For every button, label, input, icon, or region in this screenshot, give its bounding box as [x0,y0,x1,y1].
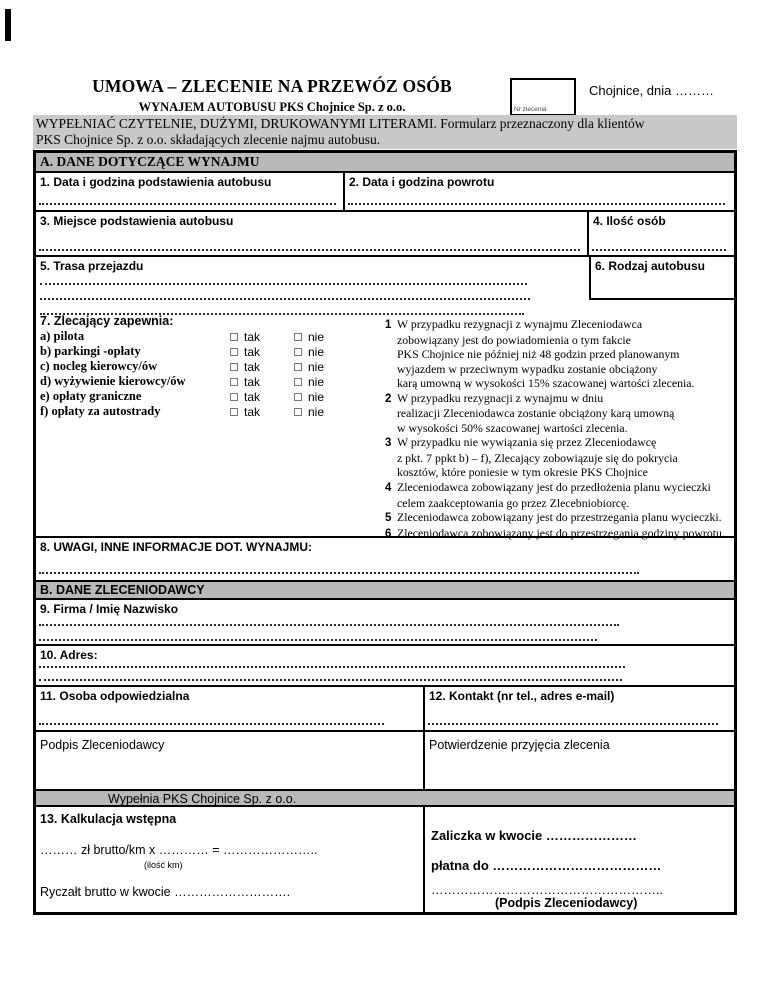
fill-instructions-line2: PKS Chojnice Sp. z o.o. składających zlecenie najmu autobusu. [36,132,381,147]
field-10-label: 10. Adres: [40,648,98,662]
field-13-label: 13. Kalkulacja wstępna [40,812,177,826]
fill-instructions-line1: WYPEŁNIAĆ CZYTELNIE, DUŻYMI, DRUKOWANYMI LITERAMI. Formularz przeznaczony dla klientów [36,116,645,131]
field-6-bus-type[interactable] [589,257,734,300]
provision-row-highway-tolls [40,404,384,419]
term-line: zobowiązany jest do powiadomienia o tym fakcie [397,332,631,347]
field-4-label: 4. Ilość osób [593,214,666,228]
field-1-label: 1. Data i godzina podstawienia autobusu [40,175,272,189]
row-place-persons [36,212,734,257]
option-yes[interactable] [230,360,294,374]
checkbox-yes-icon[interactable] [230,393,238,401]
provision-row-border-fees [40,389,384,404]
option-no[interactable] [294,405,358,419]
advance-amount-line[interactable]: Zaliczka w kwocie ………………… [431,828,637,843]
place-date-line[interactable]: Chojnice, dnia ……… [589,83,714,98]
option-no[interactable] [294,390,358,404]
option-yes-label: tak [244,389,261,404]
provision-label: a) pilota [40,329,85,343]
fill-instructions [33,115,737,149]
calc-rate-line[interactable]: ……… zł brutto/km x ………… = ………………….. [40,843,318,857]
field-1-pickup-datetime[interactable] [36,173,345,210]
term-line: 6 Zleceniodawca zobowiązany jest do przestrzegania godziny powrotu. [385,525,725,540]
field-5-blank-2[interactable] [40,298,530,300]
term-line: karą umowną w wysokości 15% szacowanej wartości zlecenia. [397,376,695,391]
lump-sum-line[interactable]: Ryczałt brutto w kwocie ………………………. [40,885,291,899]
field-9-blank-2[interactable] [39,639,597,641]
field-8-label: 8. UWAGI, INNE INFORMACJE DOT. WYNAJMU: [40,540,313,554]
provision-row-parking [40,344,384,359]
provision-label: b) parkingi -opłaty [40,344,141,358]
form-subtitle: WYNAJEM AUTOBUSU PKS Chojnice Sp. z o.o. [138,100,406,114]
option-yes-label: tak [244,344,261,359]
field-5-label: 5. Trasa przejazdu [40,259,144,273]
field-9-company-name[interactable] [36,600,734,644]
field-8-remarks[interactable] [36,538,734,580]
field-7-provisions [40,314,384,419]
row-company-name [36,600,734,646]
field-9-blank-1[interactable] [39,624,619,626]
provision-row-lodging [40,359,384,374]
section-a-header: A. DANE DOTYCZĄCE WYNAJMU [36,153,734,173]
field-4-persons-count[interactable] [589,212,734,255]
checkbox-yes-icon[interactable] [230,378,238,386]
field-6-label: 6. Rodzaj autobusu [595,259,706,273]
term-number: 6 [385,527,392,540]
advance-payment-area[interactable] [425,807,734,912]
option-yes[interactable] [230,405,294,419]
option-no-label: nie [308,344,325,359]
option-yes[interactable] [230,345,294,359]
row-dates [36,173,734,212]
form-title: UMOWA – ZLECENIE NA PRZEWÓZ OSÓB [92,76,452,96]
field-11-responsible-person[interactable] [36,687,425,730]
client-signature-label: Podpis Zleceniodawcy [40,738,165,752]
option-yes-label: tak [244,329,261,344]
term-line: w wysokości 50% szacowanej wartości zlecenia. [397,420,628,435]
term-line: kosztów, które poniesie w tym okresie PKS Chojnice [397,465,648,480]
checkbox-no-icon[interactable] [294,348,302,356]
field-12-blank[interactable] [428,723,718,725]
option-no-label: nie [308,329,325,344]
order-confirmation-label: Potwierdzenie przyjęcia zlecenia [429,738,610,752]
term-line: realizacji Zleceniodawca zostanie obciążony karą umowną [397,406,675,421]
signature-dots-line[interactable]: ……………………………………………….. [431,883,663,897]
option-no[interactable] [294,375,358,389]
term-line: PKS Chojnice nie później niż 48 godzin przed planowanym [397,347,680,362]
field-2-blank[interactable] [348,203,725,205]
field-7-title: 7. Zlecający zapewnia: [40,314,174,328]
field-10-blank-1[interactable] [39,666,625,668]
term-number: 3 [385,437,392,450]
option-no-label: nie [308,404,325,419]
checkbox-no-icon[interactable] [294,408,302,416]
field-3-label: 3. Miejsce podstawienia autobusu [40,214,234,228]
term-number: 5 [385,512,392,525]
term-line: z pkt. 7 ppkt b) – f), Zlecający zobowiązuje się do pokrycia [397,450,678,465]
row-contact [36,687,734,732]
field-12-label: 12. Kontakt (nr tel., adres e-mail) [429,689,615,703]
field-2-label: 2. Data i godzina powrotu [349,175,495,189]
order-number-box[interactable] [510,78,576,116]
field-9-label: 9. Firma / Imię Nazwisko [40,602,179,616]
provision-label: c) nocleg kierowcy/ów [40,359,158,373]
option-no[interactable] [294,345,358,359]
field-4-blank[interactable] [592,249,726,251]
order-confirmation-area[interactable] [425,732,734,789]
field-10-address[interactable] [36,646,734,685]
option-yes-label: tak [244,359,261,374]
provision-label: d) wyżywienie kierowcy/ów [40,374,186,388]
term-number: 2 [385,392,392,405]
field-3-blank[interactable] [39,249,580,251]
scan-artifact [5,9,11,41]
option-no[interactable] [294,330,358,344]
term-line: 3 W przypadku nie wywiązania się przez Zleceniodawcę [385,435,657,450]
section-b-header: B. DANE ZLECENIODAWCY [36,582,734,600]
field-2-return-datetime[interactable] [345,173,734,210]
field-12-contact[interactable] [425,687,734,730]
checkbox-yes-icon[interactable] [230,333,238,341]
field-10-blank-2[interactable] [39,679,622,681]
field-8-blank[interactable] [39,572,639,574]
provision-label: f) opłaty za autostrady [40,404,161,418]
term-line: 2 W przypadku rezygnacji z wynajmu w dniu [385,390,604,405]
field-3-pickup-place[interactable] [36,212,589,255]
field-1-blank[interactable] [39,203,336,205]
term-line: celem zaakceptowania go przez Zlecebniobiorcę. [397,495,630,510]
option-yes[interactable] [230,390,294,404]
calc-km-sublabel: (ilość km) [144,860,183,870]
option-yes-label: tak [244,374,261,389]
row-calculation [36,807,734,912]
office-use-band: Wypełnia PKS Chojnice Sp. z o.o. [36,791,734,807]
row-signatures [36,732,734,791]
term-number: 4 [385,482,392,495]
terms-list [385,317,737,541]
term-line: 5 Zleceniodawca zobowiązany jest do przestrzegania planu wycieczki. [385,510,722,525]
field-5-blank-1[interactable] [40,283,527,285]
option-yes-label: tak [244,404,261,419]
term-line: 4 Zleceniodawca zobowiązany jest do przedłożenia planu wycieczki [385,480,711,495]
checkbox-no-icon[interactable] [294,363,302,371]
term-number: 1 [385,319,392,331]
option-no[interactable] [294,360,358,374]
option-yes[interactable] [230,330,294,344]
term-line: 1 W przypadku rezygnacji z wynajmu Zleceniodawca [385,317,643,331]
area-route-provisions [36,257,734,538]
form-header [33,76,737,116]
row-remarks [36,538,734,582]
option-no-label: nie [308,389,325,404]
checkbox-yes-icon[interactable] [230,408,238,416]
form-body [33,150,737,915]
row-address [36,646,734,687]
provision-label: e) opłaty graniczne [40,389,142,403]
field-11-label: 11. Osoba odpowiedzialna [40,689,190,703]
checkbox-yes-icon[interactable] [230,363,238,371]
client-signature-area[interactable] [36,732,425,789]
option-no-label: nie [308,374,325,389]
option-yes[interactable] [230,375,294,389]
term-line: wyjazdem w przeciwnym wypadku zostanie obciążony [397,361,658,376]
title-block [33,76,511,115]
option-no-label: nie [308,359,325,374]
checkbox-yes-icon[interactable] [230,348,238,356]
provision-row-meals [40,374,384,389]
signature-caption: (Podpis Zleceniodawcy) [495,896,638,910]
checkbox-no-icon[interactable] [294,378,302,386]
order-number-label: Nr zlecenia [514,106,547,113]
field-13-calculation[interactable] [36,807,425,912]
checkbox-no-icon[interactable] [294,333,302,341]
checkbox-no-icon[interactable] [294,393,302,401]
field-11-blank[interactable] [39,723,384,725]
provision-row-pilot [40,329,384,344]
payable-until-line[interactable]: płatna do ………………………………… [431,858,662,873]
